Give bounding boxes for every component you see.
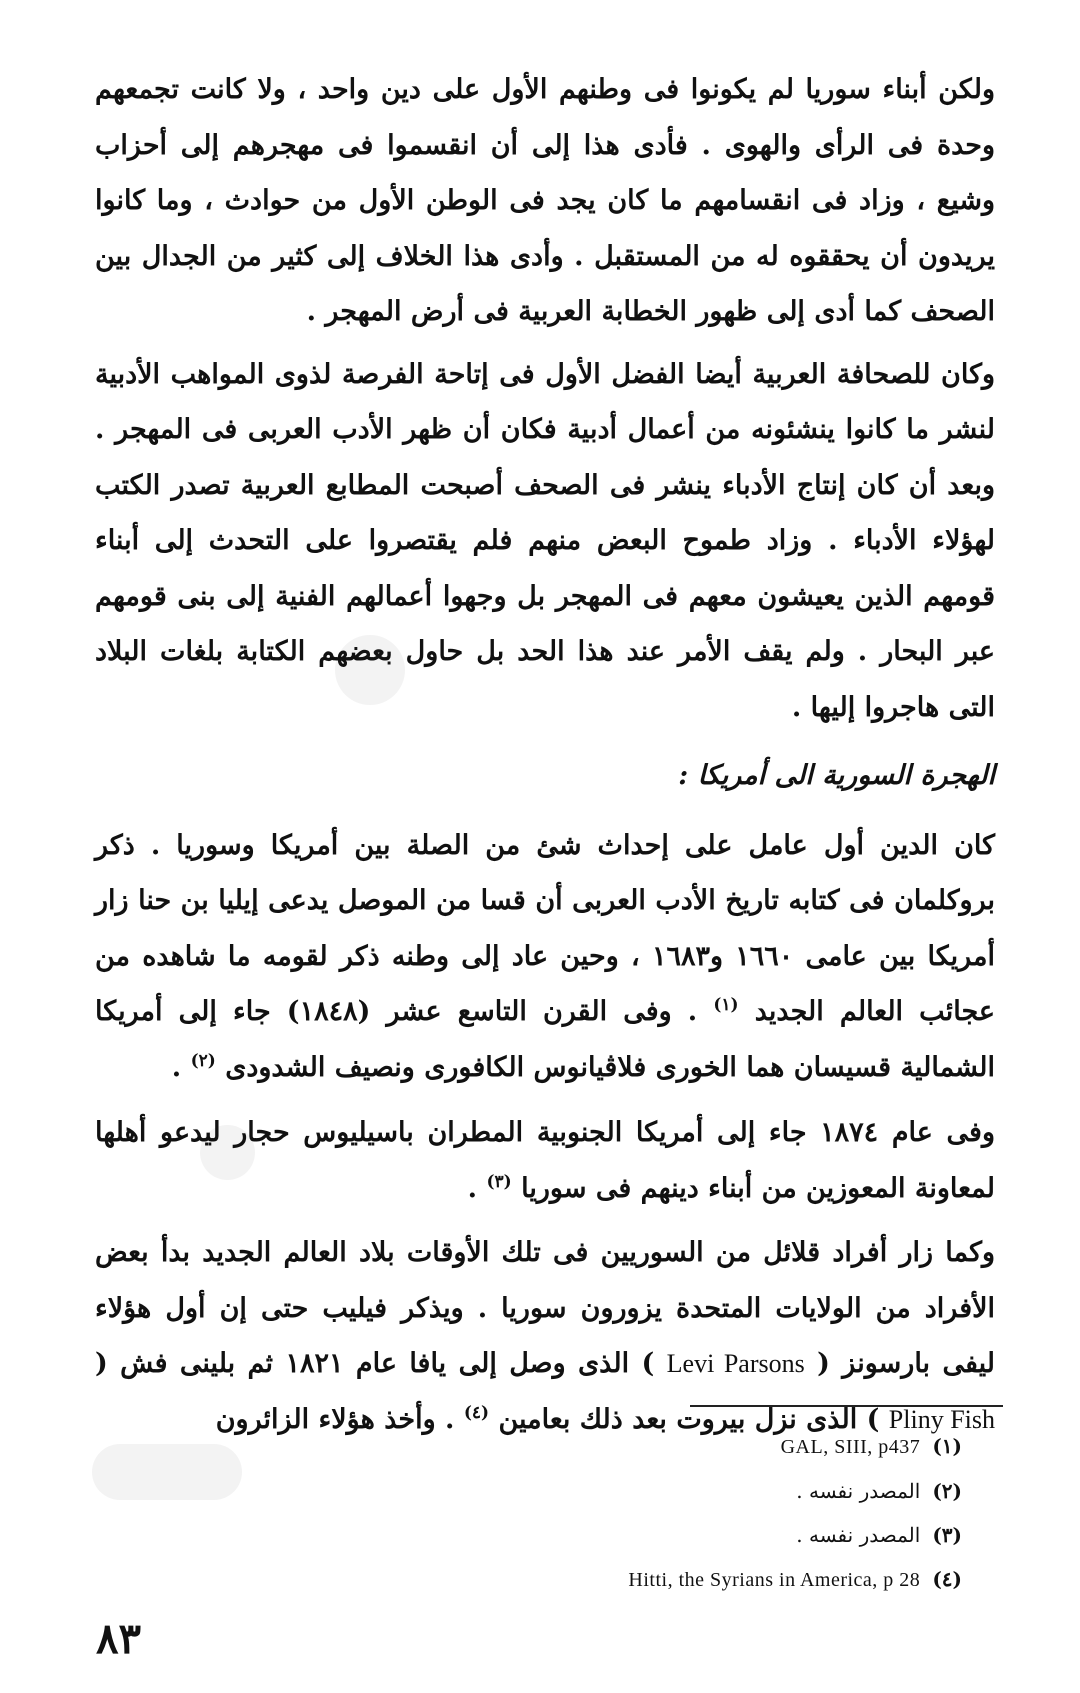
footnote-number: (٤) (932, 1567, 962, 1591)
paragraph-1: ولكن أبناء سوريا لم يكونوا فى وطنهم الأول على دين واحد ، ولا كانت تجمعهم وحدة فى الرأى والهوى . فأدى هذا إلى أن انقسموا فى مهجرهم إلى أحزاب وشيع ، وزاد فى انقسامهم ما كان يجد فى الوطن الأول من حوادث ، وما كانوا يريدون أن يحققوه له من المستقبل . وأدى هذا الخلاف إلى كثير من الجدال بين الصحف كما أدى إلى ظهور الخطابة العربية فى أرض المهجر . (95, 74, 995, 327)
footnote-marker-1: (١) (713, 995, 739, 1015)
paragraph-5-text-c: ) الذى نزل بيروت بعد ذلك بعامين (498, 1403, 880, 1435)
footnotes (628, 1424, 962, 1602)
latin-name-levi-parsons: Levi Parsons (666, 1349, 805, 1378)
section-heading: الهجرة السورية الى أمريكا : (678, 760, 995, 791)
paragraph-3-text-a: كان الدين أول عامل على إحداث شئ من الصلة بين أمريكا وسوريا . ذكر بروكلمان فى كتابه تاريخ الأدب العربى أن قسا من الموصل يدعى إيليا بن حنا زار أمريكا بين عامى ١٦٦٠ و١٦٨٣ ، وحين عاد إلى وطنه ذكر لقومه ما شاهده من عجائب العالم الجديد (95, 829, 995, 1027)
footnote-4 (628, 1557, 962, 1602)
paragraph-3 (95, 818, 995, 1096)
footnote-3 (628, 1513, 962, 1557)
paragraph-5-text-b: ) الذى وصل إلى يافا عام ١٨٢١ ثم بلينى فش ( (95, 1348, 655, 1379)
paragraph-4-text-a: وفى عام ١٨٧٤ جاء إلى أمريكا الجنوبية المطران باسيليوس حجار ليدعو أهلها لمعاونة المعوزين من أبناء دينهم فى سوريا (95, 1117, 995, 1204)
paragraph-5-text-d: . وأخذ هؤلاء الزائرون (215, 1403, 455, 1435)
page-number: ٨٣ (96, 1614, 142, 1663)
footnote-marker-4: (٤) (463, 1402, 490, 1423)
paragraph-2: وكان للصحافة العربية أيضا الفضل الأول فى إتاحة الفرصة لذوى المواهب الأدبية لنشر ما كانوا ينشئونه من أعمال أدبية فكان أن ظهر الأدب العربى فى المهجر . وبعد أن كان إنتاج الأدباء ينشر فى الصحف أصبحت المطابع العربية تصدر الكتب لهؤلاء الأدباء . وزاد طموح البعض منهم فلم يقتصروا على التحدث إلى أبناء قومهم الذين يعيشون معهم فى المهجر بل وجهوا أعمالهم الفنية إلى بنى قومهم عبر البحار . ولم يقف الأمر عند هذا الحد بل حاول بعضهم الكتابة بلغات البلاد التى هاجروا إليها . (95, 358, 995, 723)
footnote-text: Hitti, the Syrians in America, p 28 (628, 1569, 921, 1591)
footnote-number: (٢) (932, 1479, 962, 1503)
footnote-2 (628, 1469, 962, 1513)
paragraph-4 (95, 1105, 995, 1216)
footnote-number: (٣) (932, 1523, 962, 1547)
paragraph-5-text-a: وكما زار أفراد قلائل من السوريين فى تلك الأوقات بلاد العالم الجديد بدأ بعض الأفراد من الولايات المتحدة يزورون سوريا . ويذكر فيليب حتى إن أول هؤلاء ليفى بارسونز ( (95, 1237, 996, 1379)
paragraph-4-text-b: . (467, 1172, 478, 1204)
paragraph-5 (95, 1225, 995, 1447)
latin-name-pliny-fish: Pliny Fish (888, 1404, 995, 1434)
footnote-text: المصدر نفسه . (796, 1523, 921, 1547)
footnote-marker-2: (٢) (190, 1050, 216, 1071)
footnote-1 (628, 1424, 962, 1469)
footnote-number: (١) (932, 1434, 962, 1458)
paragraph-3-text-b: . وفى القرن التاسع عشر (١٨٤٨) جاء إلى أمريكا الشمالية قسيسان هما الخورى فلاڤيانوس الكافورى ونصيف الشدودى (95, 996, 995, 1083)
main-text (95, 62, 995, 1447)
paragraph-3-text-c: . (171, 1051, 182, 1083)
footnote-marker-3: (٣) (486, 1171, 512, 1192)
footnote-text: المصدر نفسه . (796, 1479, 921, 1503)
footnote-text: GAL, SIII, p437 (780, 1436, 921, 1458)
footnote-divider (690, 1405, 1003, 1407)
scan-smudge (92, 1444, 242, 1500)
